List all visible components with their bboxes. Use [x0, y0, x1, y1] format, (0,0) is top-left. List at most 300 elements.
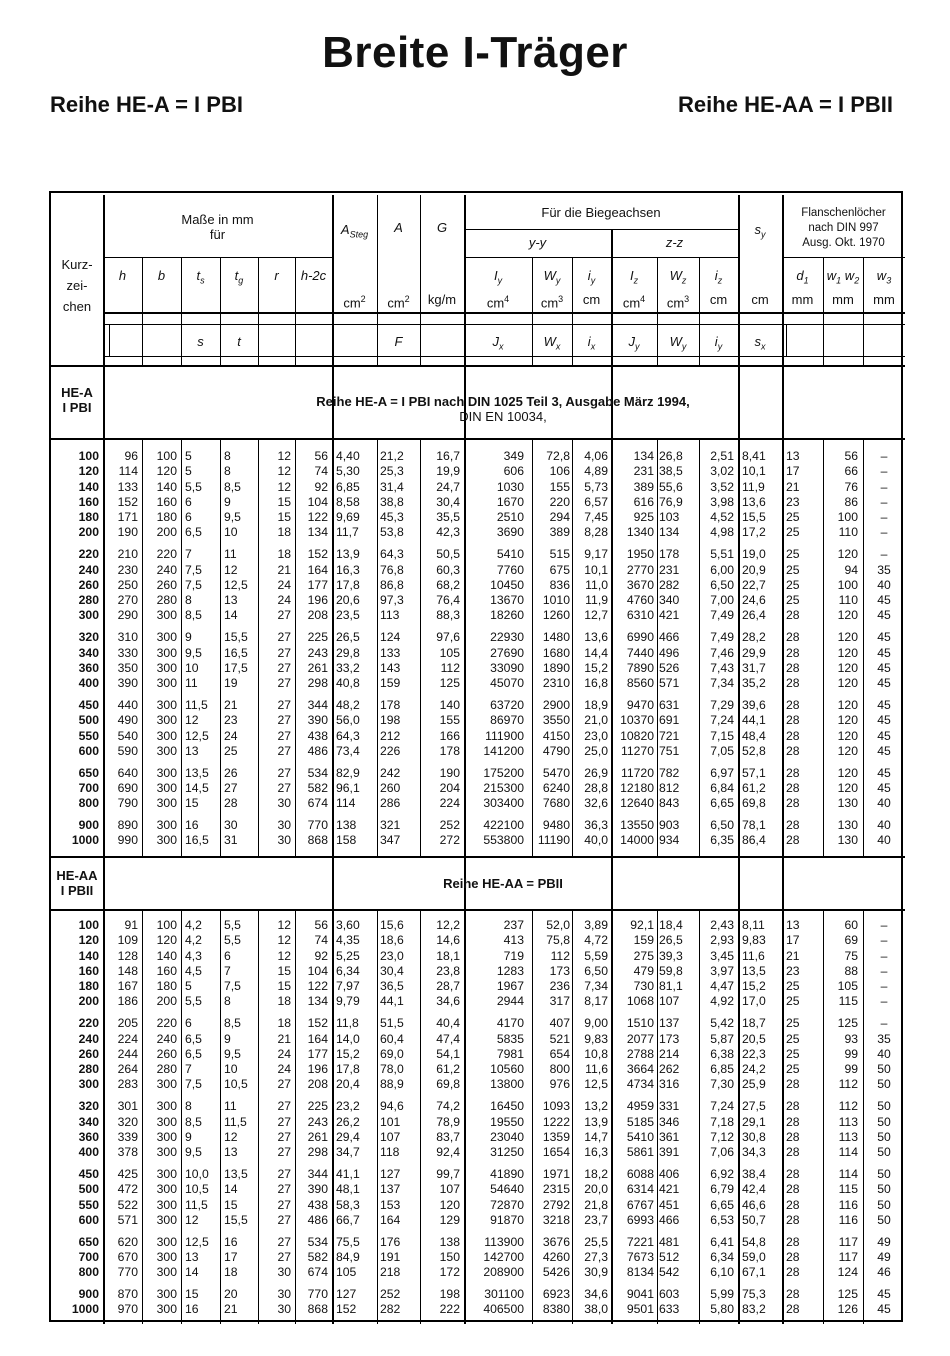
- table-cell: 140: [439, 697, 460, 712]
- table-cell: 166: [439, 728, 460, 743]
- table-cell: 13,5: [185, 765, 209, 780]
- table-cell: 17: [786, 464, 800, 479]
- table-cell: 28: [786, 1287, 800, 1302]
- hline-yz: [464, 257, 738, 258]
- table-cell: 13: [224, 1145, 238, 1160]
- table-cell: 6314: [626, 1182, 654, 1197]
- table-cell: 55,6: [659, 479, 683, 494]
- data-col-line-a: [657, 438, 658, 856]
- data-col-a-3: [185, 449, 220, 849]
- unit-3: $cm^4$: [486, 294, 510, 311]
- table-cell: 28: [786, 818, 800, 833]
- table-cell: 34,6: [436, 994, 460, 1009]
- table-cell: 6767: [626, 1197, 654, 1212]
- table-cell: 8: [224, 994, 231, 1009]
- table-cell: 28: [786, 833, 800, 848]
- table-cell: 38,8: [380, 494, 404, 509]
- unit-8: cm: [709, 292, 728, 307]
- table-cell: 97,3: [380, 593, 404, 608]
- table-cell: 67,1: [742, 1265, 766, 1280]
- table-cell: 19,9: [436, 464, 460, 479]
- table-cell: 8,11: [742, 918, 765, 932]
- table-cell: 26,4: [742, 608, 766, 623]
- table-cell: 27: [277, 1099, 291, 1114]
- table-cell: 30: [277, 1287, 291, 1302]
- table-cell: 160: [156, 494, 177, 509]
- table-cell: 42,3: [436, 525, 460, 540]
- table-cell: 27: [277, 1197, 291, 1212]
- table-cell: 92,4: [436, 1145, 460, 1160]
- table-cell: 218: [380, 1265, 401, 1280]
- table-cell: 252: [380, 1287, 401, 1302]
- table-cell: 25,0: [584, 743, 608, 758]
- table-cell: 75: [844, 948, 858, 963]
- data-col-a-2: [142, 449, 177, 849]
- table-cell: 22,3: [742, 1046, 766, 1061]
- table-cell: 29,9: [742, 645, 766, 660]
- data-col-aa-12: [572, 918, 608, 1318]
- table-cell: 870: [117, 1287, 138, 1302]
- old-symbol-3: $J_x$: [492, 334, 504, 352]
- table-cell: 349: [503, 449, 524, 463]
- section-note-a: Reihe HE-A = I PBI nach DIN 1025 Teil 3, Ausgabe März 1994, DIN EN 10034,: [316, 394, 690, 424]
- profile-designation: 160: [78, 963, 99, 978]
- old-box-l: [109, 324, 110, 356]
- table-cell: 32,6: [584, 796, 608, 811]
- table-cell: –: [880, 979, 888, 994]
- table-cell: 27: [277, 1234, 291, 1249]
- profile-designation: 360: [78, 1129, 99, 1144]
- table-cell: 4,89: [584, 464, 608, 479]
- table-cell: 138: [439, 1234, 460, 1249]
- table-cell: 44,1: [380, 994, 404, 1009]
- data-col-aa-15: [699, 918, 734, 1318]
- zz-label: z-z: [665, 235, 684, 250]
- table-cell: 40: [877, 577, 891, 592]
- profile-designation: 600: [78, 743, 99, 758]
- table-cell: 438: [307, 1197, 328, 1212]
- table-cell: 14,4: [584, 645, 608, 660]
- table-cell: 9,79: [336, 994, 360, 1009]
- profile-designation: 550: [78, 728, 99, 743]
- table-cell: 114: [336, 796, 356, 811]
- table-cell: 344: [307, 697, 328, 712]
- table-cell: 7,5: [185, 562, 202, 577]
- table-cell: 631: [659, 697, 680, 712]
- table-cell: 9: [224, 1031, 231, 1046]
- table-cell: 294: [549, 510, 570, 525]
- table-cell: 15: [277, 979, 291, 994]
- table-cell: 54,8: [742, 1234, 766, 1249]
- table-cell: 261: [307, 1129, 328, 1144]
- data-col-a-11: [532, 449, 570, 849]
- table-cell: 45: [877, 1287, 891, 1302]
- table-cell: 29,1: [742, 1114, 766, 1129]
- table-cell: 34,3: [742, 1145, 766, 1160]
- table-cell: 50: [877, 1145, 891, 1160]
- table-cell: 122: [307, 510, 328, 525]
- table-cell: 72,8: [546, 449, 570, 463]
- table-cell: 56,0: [336, 713, 360, 728]
- table-cell: 14: [224, 1182, 238, 1197]
- table-cell: 27: [277, 765, 291, 780]
- table-cell: 50: [877, 1129, 891, 1144]
- table-cell: 4,2: [185, 918, 202, 932]
- table-cell: 15: [185, 1287, 199, 1302]
- data-col-aa-4: [224, 918, 258, 1318]
- table-cell: 6,38: [710, 1046, 734, 1061]
- table-cell: 6990: [626, 630, 654, 645]
- table-cell: 9,17: [584, 547, 608, 562]
- table-cell: 6,5: [185, 1046, 202, 1061]
- table-cell: 13: [786, 918, 800, 932]
- table-cell: 301100: [484, 1287, 524, 1302]
- table-cell: 7,34: [584, 979, 608, 994]
- table-cell: 616: [633, 494, 654, 509]
- table-cell: 16,3: [584, 1145, 608, 1160]
- data-col-aa-11: [532, 918, 570, 1318]
- table-cell: 3670: [626, 577, 654, 592]
- table-cell: 3550: [542, 713, 570, 728]
- table-cell: 14000: [620, 833, 654, 848]
- table-cell: 6,00: [710, 562, 734, 577]
- table-cell: 13,5: [742, 963, 766, 978]
- table-cell: 8,17: [584, 994, 608, 1009]
- table-cell: 54,1: [436, 1046, 460, 1061]
- table-cell: 27: [277, 630, 291, 645]
- table-cell: 3,60: [336, 918, 360, 932]
- table-cell: 29,4: [336, 1129, 360, 1144]
- table-cell: 114: [838, 1145, 858, 1160]
- table-cell: 301: [117, 1099, 138, 1114]
- table-cell: 13: [224, 593, 238, 608]
- table-cell: 152: [336, 1302, 357, 1317]
- table-cell: 5,51: [710, 547, 734, 562]
- table-cell: 4,72: [584, 933, 608, 948]
- table-cell: 12: [277, 933, 291, 948]
- profile-designation: 400: [78, 676, 99, 691]
- table-cell: 137: [380, 1182, 401, 1197]
- table-cell: 17: [224, 1249, 238, 1264]
- table-cell: 800: [549, 1062, 570, 1077]
- table-cell: 41890: [490, 1166, 524, 1181]
- table-cell: 7,29: [710, 697, 734, 712]
- table-cell: 8380: [542, 1302, 570, 1317]
- table-cell: 4260: [542, 1249, 570, 1264]
- hline-units: [103, 312, 905, 314]
- old-symbol-8: $i_y$: [714, 334, 723, 352]
- table-cell: 27: [277, 743, 291, 758]
- table-cell: 934: [659, 833, 680, 848]
- profile-designation: 340: [78, 645, 99, 660]
- table-cell: 603: [659, 1287, 680, 1302]
- table-cell: 23: [786, 963, 800, 978]
- table-cell: 4,2: [185, 933, 202, 948]
- table-cell: 31,4: [380, 479, 404, 494]
- table-cell: 26,2: [336, 1114, 360, 1129]
- table-cell: 152: [307, 547, 328, 562]
- table-cell: 96,1: [336, 780, 360, 795]
- symbol-bend-2: $i_y$: [587, 268, 596, 286]
- hline-flansch: [782, 257, 905, 258]
- table-cell: 25: [786, 562, 800, 577]
- table-cell: 479: [633, 963, 654, 978]
- table-cell: 9,83: [742, 933, 766, 948]
- table-cell: 7981: [496, 1046, 524, 1061]
- table-cell: 38,5: [659, 464, 683, 479]
- table-cell: 142700: [483, 1249, 524, 1264]
- table-cell: 118: [380, 1145, 400, 1160]
- table-cell: 30: [277, 796, 291, 811]
- table-cell: 5,5: [185, 479, 202, 494]
- table-cell: 8,41: [742, 449, 766, 463]
- table-cell: 61,2: [742, 780, 766, 795]
- table-cell: 13550: [620, 818, 654, 833]
- table-cell: 134: [633, 449, 654, 463]
- table-cell: 7,05: [710, 743, 734, 758]
- profile-designation: 600: [78, 1212, 99, 1227]
- table-cell: 389: [549, 525, 570, 540]
- table-cell: 25: [786, 510, 800, 525]
- table-cell: 330: [117, 645, 138, 660]
- table-cell: 198: [439, 1287, 460, 1302]
- table-cell: 141200: [483, 743, 524, 758]
- table-cell: 15,6: [380, 918, 404, 932]
- table-cell: 8,28: [584, 525, 608, 540]
- hline-masse: [103, 257, 332, 258]
- table-cell: 21: [277, 1031, 291, 1046]
- table-cell: 127: [380, 1166, 401, 1181]
- table-cell: 17,0: [742, 994, 766, 1009]
- table-cell: 976: [549, 1077, 570, 1092]
- table-cell: 13,5: [224, 1166, 248, 1181]
- table-cell: 9,83: [584, 1031, 608, 1046]
- table-cell: 11: [224, 547, 237, 562]
- table-cell: 3218: [542, 1212, 570, 1227]
- table-cell: 22930: [490, 630, 524, 645]
- table-cell: 74: [314, 933, 328, 948]
- profile-designation: 280: [78, 593, 99, 608]
- table-cell: 237: [503, 918, 524, 932]
- profile-designation: 900: [78, 1287, 99, 1302]
- table-cell: 59,0: [742, 1249, 766, 1264]
- symbol-bend-3: $I_z$: [629, 268, 639, 286]
- table-cell: 8,58: [336, 494, 360, 509]
- table-cell: 99: [844, 1062, 858, 1077]
- table-cell: 39,6: [742, 697, 766, 712]
- symbol-r: r: [274, 268, 279, 283]
- table-cell: 868: [307, 1302, 328, 1317]
- table-cell: 75,8: [546, 933, 570, 948]
- table-cell: 107: [380, 1129, 401, 1144]
- table-cell: 28: [786, 780, 800, 795]
- table-cell: 534: [307, 765, 328, 780]
- table-cell: 534: [307, 1234, 328, 1249]
- table-cell: 571: [659, 676, 680, 691]
- table-cell: –: [880, 994, 888, 1009]
- table-cell: 654: [549, 1046, 570, 1061]
- table-cell: 496: [659, 645, 680, 660]
- table-cell: 12: [277, 449, 291, 463]
- table-cell: 6310: [626, 608, 654, 623]
- table-cell: 670: [117, 1249, 138, 1264]
- table-cell: 347: [380, 833, 401, 848]
- table-cell: 97,6: [436, 630, 460, 645]
- table-cell: 14,6: [436, 933, 460, 948]
- table-cell: 76: [844, 479, 858, 494]
- table-cell: 176: [380, 1234, 401, 1249]
- table-cell: 10,5: [185, 1182, 209, 1197]
- table-cell: 134: [659, 525, 680, 540]
- table-cell: 69,8: [436, 1077, 460, 1092]
- table-cell: 111900: [485, 728, 524, 743]
- table-cell: 582: [307, 1249, 328, 1264]
- table-cell: 12,2: [436, 918, 460, 932]
- table-cell: 175200: [483, 765, 524, 780]
- table-cell: 50: [877, 1114, 891, 1129]
- table-cell: 11,9: [585, 593, 608, 608]
- table-cell: 60: [844, 918, 858, 932]
- table-cell: 7,5: [185, 577, 202, 592]
- profile-designation: 700: [78, 780, 99, 795]
- table-cell: 210: [117, 547, 138, 562]
- table-cell: 8: [185, 593, 192, 608]
- table-cell: 3,98: [710, 494, 734, 509]
- table-cell: 27: [277, 660, 291, 675]
- table-cell: 120: [156, 464, 177, 479]
- table-cell: 50,7: [742, 1212, 766, 1227]
- table-cell: 50: [877, 1197, 891, 1212]
- table-cell: 16,5: [185, 833, 209, 848]
- table-cell: 30: [277, 1302, 291, 1317]
- table-cell: 11,5: [185, 697, 208, 712]
- table-cell: 45: [877, 660, 891, 675]
- table-cell: 18260: [490, 608, 524, 623]
- table-cell: 68,2: [436, 577, 460, 592]
- table-cell: 14: [185, 1265, 199, 1280]
- table-cell: 76,8: [380, 562, 404, 577]
- table-cell: 83,7: [436, 1129, 460, 1144]
- table-cell: 15: [185, 796, 199, 811]
- table-cell: 38,4: [742, 1166, 766, 1181]
- table-cell: 2900: [542, 697, 570, 712]
- table-cell: 350: [117, 660, 138, 675]
- table-cell: 124: [380, 630, 401, 645]
- table-cell: 120: [837, 713, 858, 728]
- table-cell: 12180: [620, 780, 654, 795]
- table-cell: 3676: [542, 1234, 570, 1249]
- table-cell: 11720: [621, 765, 654, 780]
- table-cell: 120: [837, 547, 858, 562]
- table-cell: 28: [786, 1114, 800, 1129]
- table-cell: 88,3: [436, 608, 460, 623]
- table-cell: 5,87: [710, 1031, 734, 1046]
- profile-designation: 650: [78, 1234, 99, 1249]
- table-cell: 91870: [490, 1212, 524, 1227]
- table-cell: 515: [549, 547, 570, 562]
- table-cell: 190: [439, 765, 460, 780]
- table-cell: 164: [380, 1212, 401, 1227]
- table-cell: 252: [439, 818, 460, 833]
- table-cell: 25: [786, 1031, 800, 1046]
- subtitle-he-a: Reihe HE-A = I PBI: [50, 92, 243, 117]
- table-cell: 5: [185, 464, 192, 479]
- table-cell: 3,89: [584, 918, 608, 932]
- profile-designation: 500: [78, 1182, 99, 1197]
- table-cell: 158: [336, 833, 357, 848]
- profile-designation: 200: [78, 525, 99, 540]
- table-cell: 110: [838, 593, 858, 608]
- table-cell: 770: [307, 1287, 328, 1302]
- table-cell: 226: [380, 743, 401, 758]
- table-cell: 9041: [626, 1287, 654, 1302]
- table-cell: 640: [117, 765, 138, 780]
- table-cell: 21: [786, 948, 800, 963]
- data-col-a-1: [103, 449, 138, 849]
- table-cell: 16,3: [336, 562, 360, 577]
- table-cell: 490: [117, 713, 138, 728]
- table-cell: 28,7: [436, 979, 460, 994]
- table-cell: 40,0: [584, 833, 608, 848]
- symbol-t: $t_g$: [234, 268, 244, 286]
- table-cell: 15,2: [742, 979, 766, 994]
- table-cell: 5861: [626, 1145, 654, 1160]
- table-cell: 26,5: [336, 630, 360, 645]
- table-cell: 112: [440, 660, 460, 675]
- table-cell: 21: [277, 562, 291, 577]
- table-cell: 105: [439, 645, 460, 660]
- table-cell: 300: [156, 1287, 177, 1302]
- table-cell: 31: [224, 833, 238, 848]
- table-cell: 28: [786, 1249, 800, 1264]
- table-cell: 128: [117, 948, 138, 963]
- table-cell: 1967: [496, 979, 524, 994]
- table-cell: 21: [224, 697, 238, 712]
- table-cell: 2315: [542, 1182, 570, 1197]
- table-cell: 196: [307, 1062, 328, 1077]
- table-cell: 4,98: [710, 525, 734, 540]
- table-cell: 113: [380, 608, 400, 623]
- data-col-line-a: [377, 438, 378, 856]
- table-cell: 16: [185, 1302, 199, 1317]
- profile-designation: 140: [78, 479, 99, 494]
- table-cell: 1654: [542, 1145, 570, 1160]
- table-cell: 674: [307, 796, 328, 811]
- data-col-a-18: [823, 449, 858, 849]
- data-col-aa-5: [260, 918, 291, 1318]
- table-cell: 16: [185, 818, 199, 833]
- table-cell: 25: [786, 1016, 800, 1031]
- table-cell: 970: [117, 1302, 138, 1317]
- table-cell: 31250: [490, 1145, 524, 1160]
- table-cell: 120: [837, 780, 858, 795]
- table-cell: 12,5: [185, 1234, 209, 1249]
- table-cell: 50: [877, 1099, 891, 1114]
- table-cell: 215300: [483, 780, 524, 795]
- table-cell: 8: [224, 464, 231, 479]
- table-cell: 344: [307, 1166, 328, 1181]
- table-cell: 7,34: [710, 676, 734, 691]
- table-cell: 153: [380, 1197, 401, 1212]
- page-title: Breite I-Träger: [322, 28, 628, 77]
- data-col-line-aa: [377, 909, 378, 1324]
- table-cell: 120: [837, 645, 858, 660]
- old-symbol-5: $i_x$: [587, 334, 596, 352]
- table-cell: 240: [156, 1031, 177, 1046]
- table-cell: 9,5: [185, 1145, 202, 1160]
- table-cell: 18,6: [380, 933, 404, 948]
- table-cell: 17,8: [336, 1062, 360, 1077]
